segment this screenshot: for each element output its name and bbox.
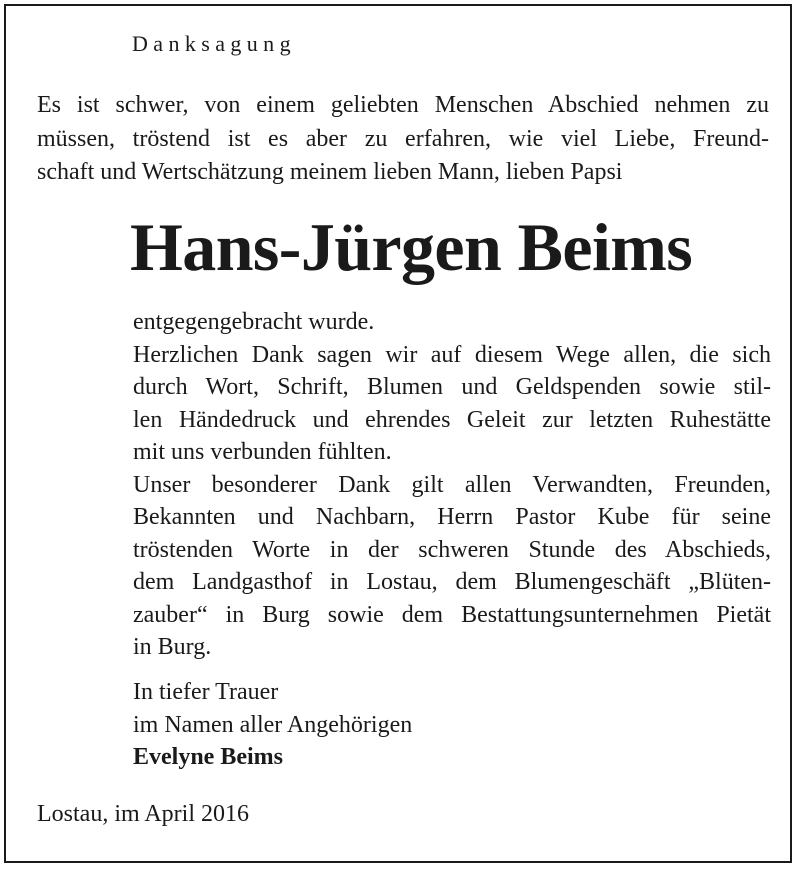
body-line: len Händedruck und ehrendes Geleit zur letzten Ruhestätte <box>133 406 771 433</box>
intro-line: Es ist schwer, von einem geliebten Menschen Abschied nehmen zu <box>37 92 769 118</box>
intro-line: schaft und Wertschätzung meinem lieben Mann, lieben Papsi <box>37 159 623 185</box>
body-line: mit uns verbunden fühlten. <box>133 439 392 465</box>
body-line: Unser besonderer Dank gilt allen Verwandten, Freunden, <box>133 471 771 498</box>
body-line: zauber“ in Burg sowie dem Bestattungsunternehmen Pietät <box>133 601 771 628</box>
body-line: Bekannten und Nachbarn, Herrn Pastor Kube für seine <box>133 504 771 530</box>
body-line: Herzlichen Dank sagen wir auf diesem Wege allen, die sich <box>133 341 771 368</box>
body-line: in Burg. <box>133 634 212 660</box>
notice-heading: Danksagung <box>132 31 296 56</box>
intro-line: müssen, tröstend ist es aber zu erfahren, wie viel Liebe, Freund- <box>37 125 769 152</box>
signer-name: Evelyne Beims <box>133 744 283 770</box>
closing-line: In tiefer Trauer <box>133 679 279 705</box>
body-line: tröstenden Worte in der schweren Stunde des Abschieds, <box>133 536 771 563</box>
body-line: durch Wort, Schrift, Blumen und Geldspenden sowie stil- <box>133 374 771 400</box>
closing-line: im Namen aller Angehörigen <box>133 711 413 738</box>
body-line: entgegengebracht wurde. <box>133 309 375 335</box>
place-and-date: Lostau, im April 2016 <box>37 801 249 827</box>
thanks-paragraph <box>133 306 771 664</box>
body-line: dem Landgasthof in Lostau, dem Blumengeschäft „Blüten- <box>133 569 771 595</box>
deceased-name: Hans-Jürgen Beims <box>130 209 693 285</box>
intro-paragraph <box>37 89 769 190</box>
closing-block <box>133 676 412 774</box>
